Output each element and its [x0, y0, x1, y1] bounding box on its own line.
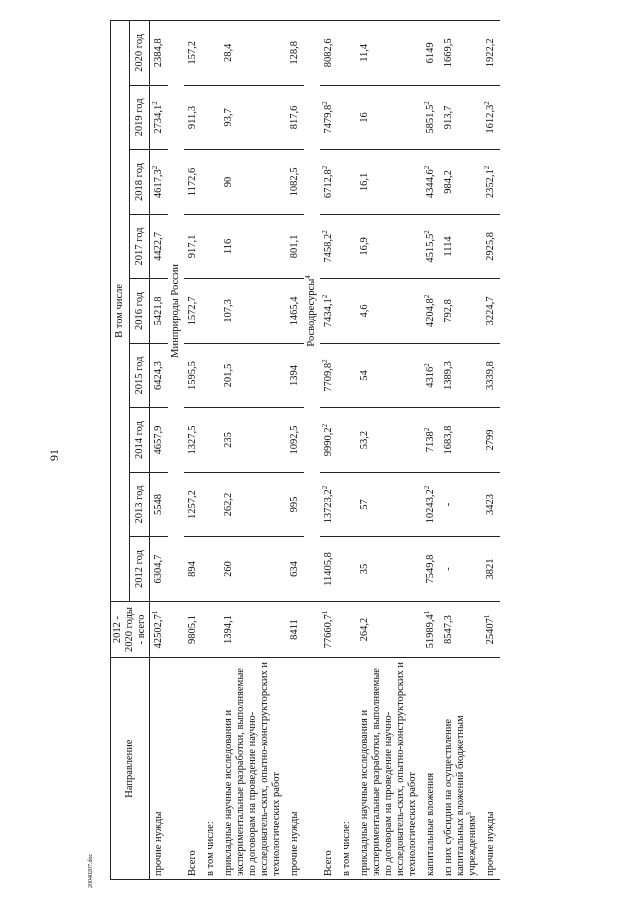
header-total: 2012 - 2020 годы - всего — [111, 601, 150, 657]
row-year-cell — [150, 150, 169, 215]
row-year-cell — [320, 214, 338, 279]
row-year-cell — [202, 343, 220, 408]
row-label-text: прочие нужды — [153, 811, 164, 876]
row-year-footnote: 2 — [321, 423, 329, 428]
row-year-cell — [286, 279, 304, 344]
row-year-cell — [482, 85, 500, 150]
row-year-footnote: 2 — [483, 165, 491, 170]
row-label-text: из них субсидии на осуществление капитальных вложений бюджетным учреждениям — [443, 715, 478, 876]
table-row — [320, 21, 338, 880]
header-including: В том числе — [111, 21, 130, 602]
row-total — [184, 601, 202, 657]
section-title — [304, 21, 320, 602]
row-year-footnote: 2 — [321, 359, 329, 363]
header-year: 2019 год — [130, 85, 150, 150]
section-title-text: Минприроды России — [170, 263, 181, 358]
row-year-cell — [220, 408, 286, 473]
row-year-footnote: 2 — [151, 101, 159, 105]
row-year-cell — [320, 343, 338, 408]
row-year-cell — [338, 472, 356, 537]
row-total-value: 25407 — [485, 618, 496, 645]
row-year-cell — [356, 279, 422, 344]
row-year-footnote: 2 — [321, 101, 329, 105]
row-label — [422, 658, 440, 880]
row-label — [150, 658, 169, 880]
header-year: 2020 год — [130, 21, 150, 86]
row-year-value: 4344,6 — [425, 169, 436, 199]
row-label — [482, 658, 500, 880]
row-year-value: 5421,8 — [153, 296, 164, 326]
row-year-value: 1922,2 — [485, 38, 496, 68]
row-year-cell — [440, 537, 482, 602]
table-header — [111, 21, 150, 880]
row-year-value: 1683,8 — [443, 425, 454, 455]
rotated-table-container — [110, 20, 524, 880]
row-year-cell — [202, 279, 220, 344]
row-total — [220, 601, 286, 657]
row-total-value: 9805,1 — [187, 615, 198, 644]
row-year-cell — [286, 472, 304, 537]
row-year-value: 2925,8 — [485, 232, 496, 261]
row-year-cell — [184, 214, 202, 279]
row-year-value: 2352,1 — [485, 169, 496, 199]
row-year-cell — [338, 150, 356, 215]
row-year-cell — [338, 343, 356, 408]
section-title-footnote: 4 — [304, 275, 312, 279]
row-year-footnote: 2 — [321, 485, 329, 490]
row-year-footnote: 2 — [423, 485, 431, 490]
row-year-value: 53,2 — [359, 430, 370, 450]
row-year-cell — [482, 150, 500, 215]
row-year-cell — [220, 472, 286, 537]
row-total — [286, 601, 304, 657]
row-year-value: 128,8 — [289, 41, 300, 65]
section-spacer — [304, 601, 320, 657]
row-year-cell — [220, 85, 286, 150]
row-year-value: 90 — [223, 176, 234, 188]
row-year-value: 8082,6 — [323, 38, 334, 68]
row-year-cell — [320, 21, 338, 86]
row-total-value: 8547,3 — [443, 615, 454, 644]
row-year-value: 7709,8 — [323, 362, 334, 392]
section-spacer — [168, 601, 184, 657]
row-year-value: 11,4 — [359, 43, 370, 62]
row-year-cell — [356, 537, 422, 602]
row-year-value: 235 — [223, 432, 234, 448]
row-year-cell — [440, 150, 482, 215]
row-year-cell — [150, 279, 169, 344]
table-row — [338, 21, 356, 880]
header-year: 2016 год — [130, 279, 150, 344]
row-label-text: Всего — [323, 850, 334, 876]
row-year-cell — [320, 408, 338, 473]
row-year-value: 10243,2 — [425, 489, 436, 524]
row-total — [150, 601, 169, 657]
row-year-value: 1612,3 — [485, 104, 496, 134]
row-year-cell — [356, 408, 422, 473]
row-total-footnote: 1 — [151, 610, 159, 615]
row-year-value: 4515,5 — [425, 233, 436, 263]
row-year-cell — [356, 85, 422, 150]
row-label-text: прикладные научные исследования и экспериментальные разработки, выполняемые по договорам на проведение научно-исследователь-ских, опытно-конструкторских и технологических работ — [223, 662, 282, 876]
row-year-value: 1327,5 — [187, 425, 198, 455]
row-year-value: 1394 — [289, 365, 300, 386]
row-total — [338, 601, 356, 657]
row-year-cell — [286, 150, 304, 215]
table-row — [356, 21, 422, 880]
row-year-value: 817,6 — [289, 105, 300, 130]
row-year-footnote: 2 — [423, 363, 431, 367]
row-year-value: 6712,8 — [323, 169, 334, 199]
row-year-cell — [338, 279, 356, 344]
row-year-cell — [356, 150, 422, 215]
row-year-footnote: 2 — [423, 294, 431, 299]
row-year-cell — [184, 150, 202, 215]
row-year-cell — [220, 21, 286, 86]
row-year-value: 4657,9 — [153, 425, 164, 455]
row-year-cell — [184, 279, 202, 344]
row-year-cell — [220, 343, 286, 408]
row-year-value: 6304,7 — [153, 554, 164, 584]
row-total-value: 42502,7 — [153, 614, 164, 649]
row-year-value: 7479,8 — [323, 104, 334, 134]
row-year-value: 4422,7 — [153, 232, 164, 261]
section-title — [168, 21, 184, 602]
row-year-value: 913,7 — [443, 105, 454, 130]
row-year-cell — [422, 21, 440, 86]
row-label — [184, 658, 202, 880]
row-year-value: 1172,6 — [187, 167, 198, 197]
row-year-cell — [202, 214, 220, 279]
row-year-cell — [286, 408, 304, 473]
row-year-value: 4204,8 — [425, 298, 436, 328]
budget-table — [110, 20, 500, 880]
row-total — [440, 601, 482, 657]
row-year-value: 93,7 — [223, 108, 234, 127]
row-year-value: - — [443, 567, 454, 571]
row-year-cell — [338, 214, 356, 279]
table-row — [440, 21, 482, 880]
section-title-text: Росводресурсы — [306, 278, 317, 347]
row-year-cell — [320, 537, 338, 602]
row-year-value: 6149 — [425, 42, 436, 64]
header-year: 2012 год — [130, 537, 150, 602]
row-year-cell — [202, 21, 220, 86]
row-year-cell — [184, 85, 202, 150]
section-header-row — [168, 21, 184, 880]
row-year-footnote: 2 — [321, 294, 329, 299]
row-year-value: 16,9 — [359, 237, 370, 256]
row-total-footnote: 1 — [483, 614, 491, 619]
row-label-text: Всего — [187, 850, 198, 876]
row-year-value: 13723,2 — [323, 489, 334, 524]
row-year-cell — [482, 472, 500, 537]
row-year-value: 3821 — [485, 558, 496, 580]
row-year-cell — [422, 279, 440, 344]
row-year-cell — [220, 150, 286, 215]
row-year-cell — [338, 408, 356, 473]
row-label — [286, 658, 304, 880]
row-label-text: в том числе: — [341, 821, 352, 876]
row-year-cell — [440, 472, 482, 537]
row-year-cell — [440, 408, 482, 473]
row-year-cell — [202, 150, 220, 215]
row-label — [202, 658, 220, 880]
row-year-cell — [150, 85, 169, 150]
row-year-cell — [202, 408, 220, 473]
row-year-cell — [286, 85, 304, 150]
row-year-cell — [422, 85, 440, 150]
row-year-value: 116 — [223, 238, 234, 255]
row-year-value: 917,1 — [187, 234, 198, 259]
section-spacer — [168, 658, 184, 880]
row-year-cell — [184, 343, 202, 408]
row-label-text: капитальные вложения — [425, 772, 436, 876]
row-year-value: 157,2 — [187, 41, 198, 65]
table-row — [184, 21, 202, 880]
row-year-cell — [356, 343, 422, 408]
row-year-value: 16 — [359, 112, 370, 123]
row-total-value: 1394,1 — [223, 615, 234, 644]
row-year-value: 4,6 — [359, 304, 370, 318]
row-year-cell — [440, 85, 482, 150]
row-year-value: 107,3 — [223, 299, 234, 323]
row-year-cell — [422, 537, 440, 602]
row-year-value: 1465,4 — [289, 296, 300, 326]
row-year-cell — [338, 85, 356, 150]
row-year-cell — [482, 21, 500, 86]
section-spacer — [304, 658, 320, 880]
row-year-cell — [184, 408, 202, 473]
row-year-cell — [482, 408, 500, 473]
row-year-value: 7458,2 — [323, 233, 334, 263]
page-number: 91 — [47, 449, 61, 461]
row-year-cell — [184, 21, 202, 86]
header-year: 2018 год — [130, 150, 150, 215]
row-year-cell — [422, 343, 440, 408]
row-year-value: 5548 — [153, 494, 164, 516]
table-row — [202, 21, 220, 880]
header-year: 2014 год — [130, 408, 150, 473]
row-year-value: 634 — [289, 561, 300, 577]
row-year-footnote: 2 — [423, 427, 431, 432]
row-year-value: 6424,3 — [153, 361, 164, 390]
row-year-cell — [286, 343, 304, 408]
row-total-value: 77660,7 — [323, 614, 334, 649]
row-year-cell — [150, 21, 169, 86]
row-year-footnote: 2 — [151, 165, 159, 170]
row-year-cell — [482, 537, 500, 602]
row-label-text: в том числе: — [205, 821, 216, 876]
row-label — [320, 658, 338, 880]
row-year-cell — [440, 343, 482, 408]
row-year-value: 894 — [187, 561, 198, 577]
row-year-cell — [422, 150, 440, 215]
row-year-value: 4617,3 — [153, 169, 164, 199]
row-year-cell — [320, 472, 338, 537]
row-year-value: 201,5 — [223, 363, 234, 388]
row-year-footnote: 2 — [423, 230, 431, 234]
row-year-cell — [482, 279, 500, 344]
row-label — [356, 658, 422, 880]
row-year-value: 2734,1 — [153, 104, 164, 134]
row-year-value: 1595,5 — [187, 361, 198, 390]
row-label — [440, 658, 482, 880]
row-year-value: 3224,7 — [485, 296, 496, 326]
row-label-text: прочие нужды — [289, 811, 300, 876]
row-year-cell — [356, 472, 422, 537]
row-year-cell — [320, 279, 338, 344]
row-year-value: 7549,8 — [425, 554, 436, 584]
row-year-value: 3423 — [485, 494, 496, 516]
row-label-footnote: 3 — [465, 812, 473, 816]
row-year-footnote: 2 — [423, 165, 431, 170]
row-year-cell — [422, 214, 440, 279]
row-year-cell — [202, 85, 220, 150]
row-year-value: 5851,5 — [425, 104, 436, 134]
row-year-cell — [150, 408, 169, 473]
row-year-value: 7138 — [425, 431, 436, 453]
table-row — [482, 21, 500, 880]
row-total-value: 264,2 — [359, 617, 370, 642]
row-year-value: 911,3 — [187, 105, 198, 130]
row-year-value: 28,4 — [223, 43, 234, 63]
row-year-cell — [202, 537, 220, 602]
row-year-cell — [220, 279, 286, 344]
row-year-cell — [286, 21, 304, 86]
row-year-footnote: 2 — [483, 101, 491, 105]
header-year: 2017 год — [130, 214, 150, 279]
header-year: 2015 год — [130, 343, 150, 408]
row-year-footnote: 2 — [321, 165, 329, 170]
row-year-cell — [422, 472, 440, 537]
row-total-footnote: 1 — [423, 610, 431, 615]
row-year-value: 792,8 — [443, 299, 454, 323]
row-year-value: 1389,3 — [443, 361, 454, 390]
row-year-cell — [202, 472, 220, 537]
row-year-cell — [482, 214, 500, 279]
row-year-cell — [150, 537, 169, 602]
header-year: 2013 год — [130, 472, 150, 537]
row-year-cell — [440, 21, 482, 86]
row-year-value: 16,1 — [359, 172, 370, 192]
row-year-value: - — [443, 502, 454, 507]
row-year-value: 57 — [359, 499, 370, 510]
row-year-value: 1092,5 — [289, 425, 300, 455]
row-year-value: 260 — [223, 561, 234, 577]
row-year-value: 2799 — [485, 429, 496, 451]
row-year-cell — [150, 343, 169, 408]
header-direction: Направление — [111, 658, 150, 880]
row-year-cell — [286, 537, 304, 602]
row-year-value: 7434,1 — [323, 298, 334, 328]
row-year-value: 262,2 — [223, 492, 234, 517]
row-year-value: 35 — [359, 563, 370, 575]
row-year-value: 995 — [289, 496, 300, 513]
row-total — [482, 601, 500, 657]
row-year-value: 1669,5 — [443, 38, 454, 68]
row-year-value: 54 — [359, 370, 370, 381]
row-year-cell — [440, 214, 482, 279]
row-year-value: 11405,8 — [323, 552, 334, 586]
row-label-text: прочие нужды — [485, 811, 496, 876]
table-body — [150, 21, 501, 880]
row-year-cell — [150, 214, 169, 279]
section-header-row — [304, 21, 320, 880]
row-year-value: 1114 — [443, 236, 454, 257]
row-year-value: 3339,8 — [485, 361, 496, 390]
row-year-cell — [356, 21, 422, 86]
table-row — [220, 21, 286, 880]
row-year-value: 9990,2 — [323, 427, 334, 457]
row-year-cell — [338, 537, 356, 602]
row-year-cell — [220, 214, 286, 279]
row-year-cell — [150, 472, 169, 537]
row-total — [320, 601, 338, 657]
row-year-value: 1082,5 — [289, 167, 300, 197]
row-total — [356, 601, 422, 657]
row-total-value: 8411 — [289, 619, 300, 640]
footer-file-reference: 20040207.doc — [88, 853, 94, 888]
row-year-value: 801,1 — [289, 234, 300, 259]
row-year-cell — [356, 214, 422, 279]
row-total — [422, 601, 440, 657]
row-label-text: прикладные научные исследования и экспериментальные разработки, выполняемые по договорам на проведение научно-исследователь-ских, опытно-конструкторских и технологических работ — [359, 662, 418, 876]
row-year-footnote: 2 — [321, 230, 329, 234]
row-year-cell — [220, 537, 286, 602]
row-total-value: 51989,4 — [425, 614, 436, 649]
row-year-footnote: 2 — [423, 101, 431, 105]
row-year-cell — [184, 472, 202, 537]
row-year-cell — [422, 408, 440, 473]
row-year-value: 2384,8 — [153, 38, 164, 68]
row-year-cell — [338, 21, 356, 86]
row-year-cell — [440, 279, 482, 344]
row-year-value: 984,2 — [443, 170, 454, 194]
row-year-value: 1257,2 — [187, 490, 198, 519]
row-year-cell — [320, 85, 338, 150]
row-year-cell — [286, 214, 304, 279]
row-total — [202, 601, 220, 657]
row-year-value: 1572,7 — [187, 296, 198, 326]
row-year-cell — [320, 150, 338, 215]
row-label — [338, 658, 356, 880]
row-total-footnote: 1 — [321, 610, 329, 615]
row-year-cell — [482, 343, 500, 408]
row-year-value: 4316 — [425, 366, 436, 388]
table-row — [150, 21, 169, 880]
table-row — [286, 21, 304, 880]
row-label — [220, 658, 286, 880]
row-year-cell — [184, 537, 202, 602]
table-row — [422, 21, 440, 880]
